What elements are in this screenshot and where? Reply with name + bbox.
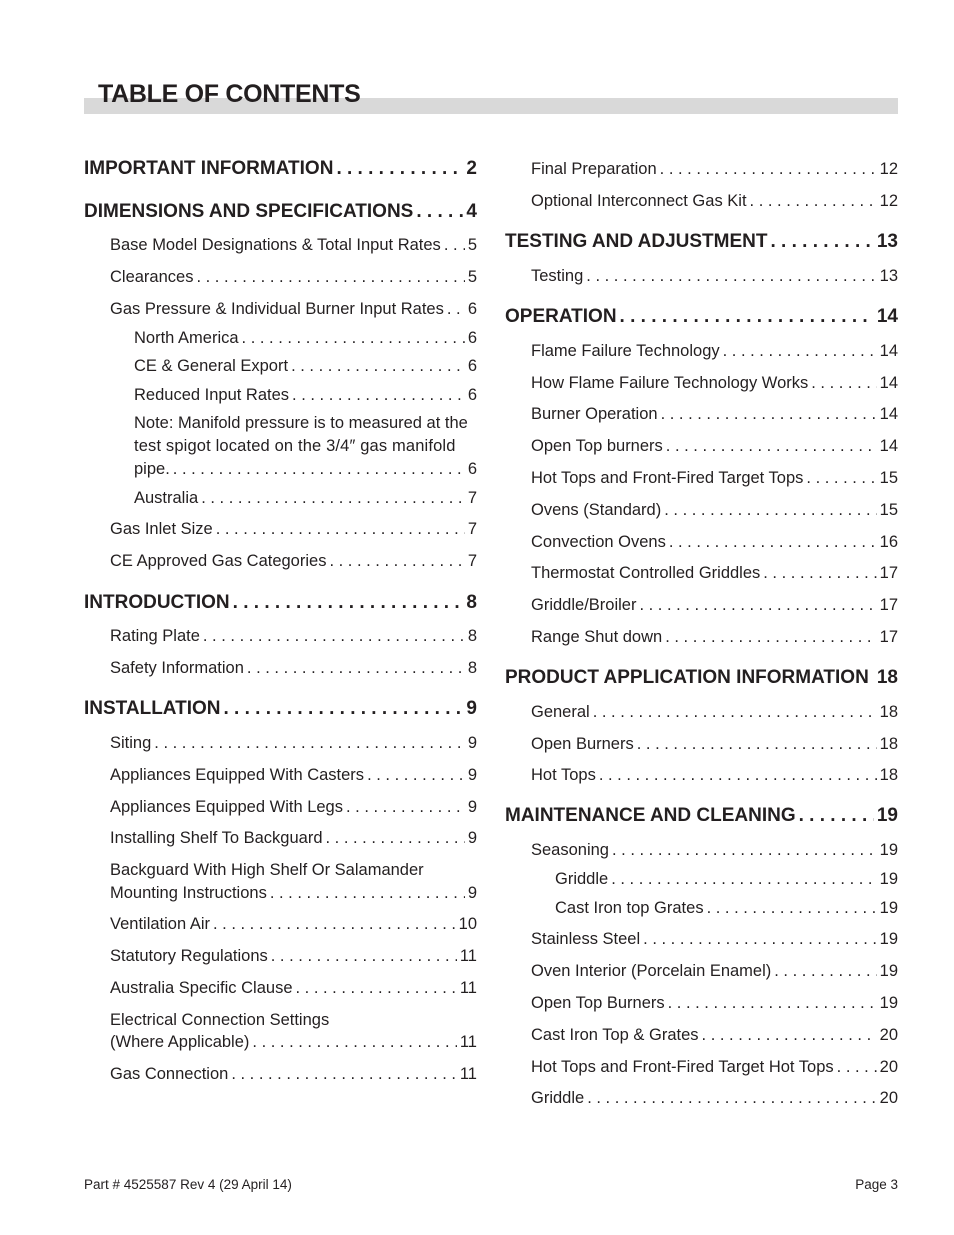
toc-leader bbox=[224, 698, 464, 720]
toc-entry-product-application[interactable] bbox=[505, 667, 898, 689]
toc-entry-title: Reduced Input Rates bbox=[134, 386, 290, 404]
toc-entry-page: 11 bbox=[459, 1065, 477, 1083]
toc-note-line-1: Note: Manifold pressure is to measured at the bbox=[134, 414, 468, 432]
toc-leader bbox=[637, 735, 877, 754]
toc-leader bbox=[664, 501, 876, 520]
toc-entry-stainless-steel[interactable] bbox=[531, 930, 898, 949]
toc-entry-page: 19 bbox=[879, 870, 898, 888]
toc-entry-oven-interior[interactable] bbox=[531, 962, 898, 981]
toc-entry-title: Hot Tops and Front-Fired Target Hot Tops bbox=[531, 1058, 834, 1076]
toc-entry-title: DIMENSIONS AND SPECIFICATIONS bbox=[84, 201, 414, 222]
toc-leader bbox=[593, 703, 877, 722]
toc-entry-page: 16 bbox=[879, 533, 898, 551]
toc-leader bbox=[247, 659, 465, 678]
page-title: TABLE OF CONTENTS bbox=[98, 80, 361, 108]
toc-entry-title: Statutory Regulations bbox=[110, 947, 268, 965]
toc-entry-page: 9 bbox=[466, 698, 477, 719]
toc-leader bbox=[806, 469, 876, 488]
toc-entry-title: Mounting Instructions bbox=[110, 884, 267, 902]
toc-entry-title: Cast Iron Top & Grates bbox=[531, 1026, 699, 1044]
toc-leader bbox=[252, 1033, 456, 1052]
toc-entry-title: North America bbox=[134, 329, 239, 347]
toc-entry-title: Thermostat Controlled Griddles bbox=[531, 564, 761, 582]
toc-entry-title: Gas Pressure & Individual Burner Input Rates bbox=[110, 300, 444, 318]
toc-entry-siting[interactable] bbox=[110, 734, 477, 753]
toc-entry-testing-adjustment[interactable] bbox=[505, 231, 898, 253]
toc-entry-page: 14 bbox=[879, 374, 898, 392]
toc-entry-range-shut-down[interactable] bbox=[531, 628, 898, 647]
toc-entry-page: 10 bbox=[458, 915, 477, 933]
toc-entry-electrical[interactable] bbox=[110, 1033, 477, 1052]
toc-entry-griddle-seasoning[interactable] bbox=[555, 870, 898, 889]
toc-leader bbox=[665, 628, 876, 647]
toc-entry-reduced-input[interactable] bbox=[134, 386, 477, 405]
toc-entry-title: INSTALLATION bbox=[84, 698, 221, 719]
toc-entry-page: 12 bbox=[879, 160, 898, 178]
toc-entry-flame-failure[interactable] bbox=[531, 342, 898, 361]
toc-entry-title: Rating Plate bbox=[110, 627, 200, 645]
toc-leader bbox=[639, 596, 876, 615]
toc-entry-title: Australia bbox=[134, 489, 199, 507]
toc-entry-title: Stainless Steel bbox=[531, 930, 641, 948]
toc-entry-title: (Where Applicable) bbox=[110, 1033, 250, 1051]
toc-leader bbox=[837, 1058, 877, 1077]
toc-leader bbox=[291, 357, 465, 376]
toc-leader bbox=[213, 915, 456, 934]
toc-leader bbox=[586, 267, 876, 286]
toc-entry-page: 11 bbox=[459, 1033, 477, 1051]
toc-entry-page: 7 bbox=[467, 489, 477, 507]
toc-entry-title: Gas Inlet Size bbox=[110, 520, 213, 538]
toc-entry-page: 20 bbox=[879, 1058, 898, 1076]
toc-leader bbox=[216, 520, 465, 539]
toc-leader bbox=[326, 829, 465, 848]
toc-entry-page: 8 bbox=[467, 627, 477, 645]
toc-entry-page: 18 bbox=[879, 766, 898, 784]
toc-entry-final-preparation[interactable] bbox=[531, 160, 898, 179]
toc-entry-installation[interactable] bbox=[84, 698, 477, 720]
toc-leader bbox=[270, 884, 465, 903]
toc-entry-burner-operation[interactable] bbox=[531, 405, 898, 424]
toc-entry-open-top-burners-op[interactable] bbox=[531, 437, 898, 456]
toc-entry-title: PRODUCT APPLICATION INFORMATION bbox=[505, 667, 869, 688]
toc-leader bbox=[707, 899, 877, 918]
toc-entry-page: 20 bbox=[879, 1089, 898, 1107]
toc-leader bbox=[668, 994, 877, 1013]
toc-entry-title: Final Preparation bbox=[531, 160, 657, 178]
toc-entry-page: 6 bbox=[467, 386, 477, 404]
toc-entry-page: 6 bbox=[467, 357, 477, 375]
toc-entry-page: 18 bbox=[879, 703, 898, 721]
toc-entry-page: 17 bbox=[879, 596, 898, 614]
toc-entry-title: Clearances bbox=[110, 268, 194, 286]
toc-leader bbox=[447, 300, 465, 319]
toc-leader bbox=[367, 766, 465, 785]
toc-entry-hot-tops-target[interactable] bbox=[531, 469, 898, 488]
toc-entry-title: Hot Tops and Front-Fired Target Tops bbox=[531, 469, 804, 487]
toc-leader bbox=[750, 192, 877, 211]
toc-entry-shelf[interactable] bbox=[110, 829, 477, 848]
toc-entry-ventilation[interactable] bbox=[110, 915, 477, 934]
toc-entry-cast-iron-top[interactable] bbox=[531, 1026, 898, 1045]
toc-entry-title: TESTING AND ADJUSTMENT bbox=[505, 231, 768, 252]
toc-entry-title: Griddle bbox=[555, 870, 609, 888]
toc-entry-title: Ventilation Air bbox=[110, 915, 210, 933]
toc-entry-page: 17 bbox=[879, 564, 898, 582]
toc-leader bbox=[620, 306, 874, 328]
toc-entry-title: General bbox=[531, 703, 590, 721]
toc-entry-page: 19 bbox=[879, 994, 898, 1012]
toc-entry-title: Siting bbox=[110, 734, 152, 752]
toc-entry-page: 17 bbox=[879, 628, 898, 646]
toc-entry-page: 2 bbox=[466, 158, 477, 179]
toc-leader bbox=[643, 930, 876, 949]
toc-entry-title: Ovens (Standard) bbox=[531, 501, 662, 519]
toc-leader bbox=[799, 805, 874, 827]
toc-entry-thermostat-griddles[interactable] bbox=[531, 564, 898, 583]
toc-entry-hot-tops-target-hot-tops[interactable] bbox=[531, 1058, 898, 1077]
toc-leader bbox=[723, 342, 877, 361]
toc-leader bbox=[661, 405, 877, 424]
toc-entry-page: 7 bbox=[467, 520, 477, 538]
toc-entry-title: CE Approved Gas Categories bbox=[110, 552, 327, 570]
toc-entry-australia-clause[interactable] bbox=[110, 979, 477, 998]
toc-entry-gas-connection[interactable] bbox=[110, 1065, 477, 1084]
toc-leader bbox=[416, 201, 463, 223]
toc-leader bbox=[231, 1065, 457, 1084]
toc-entry-page: 7 bbox=[467, 552, 477, 570]
toc-entry-page: 6 bbox=[467, 460, 477, 478]
toc-entry-griddle-maintenance[interactable] bbox=[531, 1089, 898, 1108]
toc-leader bbox=[271, 947, 457, 966]
toc-entry-casters[interactable] bbox=[110, 766, 477, 785]
toc-entry-maintenance[interactable] bbox=[505, 805, 898, 827]
toc-entry-gas-inlet[interactable] bbox=[110, 520, 477, 539]
toc-entry-title: Hot Tops bbox=[531, 766, 596, 784]
toc-leader bbox=[346, 798, 465, 817]
toc-entry-page: 14 bbox=[879, 342, 898, 360]
toc-entry-introduction[interactable] bbox=[84, 592, 477, 614]
toc-leader bbox=[233, 592, 464, 614]
toc-entry-page: 15 bbox=[879, 469, 898, 487]
toc-leader bbox=[599, 766, 877, 785]
toc-entry-title: Open Top burners bbox=[531, 437, 663, 455]
toc-entry-base-model[interactable] bbox=[110, 236, 477, 255]
toc-leader bbox=[612, 841, 877, 860]
toc-entry-page: 19 bbox=[879, 962, 898, 980]
toc-entry-page: 13 bbox=[879, 267, 898, 285]
toc-entry-seasoning[interactable] bbox=[531, 841, 898, 860]
toc-entry-gas-pressure[interactable] bbox=[110, 300, 477, 319]
toc-entry-cast-iron-top-grates[interactable] bbox=[555, 899, 898, 918]
toc-backguard-line-1: Backguard With High Shelf Or Salamander bbox=[110, 861, 424, 879]
toc-entry-legs[interactable] bbox=[110, 798, 477, 817]
toc-entry-title: Griddle bbox=[531, 1089, 585, 1107]
footer-page-number: Page 3 bbox=[855, 1177, 898, 1192]
toc-leader bbox=[329, 552, 464, 571]
toc-leader bbox=[660, 160, 877, 179]
toc-leader bbox=[173, 460, 465, 479]
toc-leader bbox=[154, 734, 465, 753]
toc-entry-dimensions[interactable] bbox=[84, 201, 477, 223]
toc-entry-title: Griddle/Broiler bbox=[531, 596, 637, 614]
toc-entry-title: Burner Operation bbox=[531, 405, 658, 423]
toc-entry-ovens-standard[interactable] bbox=[531, 501, 898, 520]
toc-entry-page: 11 bbox=[459, 979, 477, 997]
toc-entry-australia[interactable] bbox=[134, 489, 477, 508]
toc-entry-title: Oven Interior (Porcelain Enamel) bbox=[531, 962, 772, 980]
toc-entry-title: Base Model Designations & Total Input Rates bbox=[110, 236, 441, 254]
toc-entry-griddle-broiler[interactable] bbox=[531, 596, 898, 615]
toc-entry-safety[interactable] bbox=[110, 659, 477, 678]
toc-entry-open-top-burners[interactable] bbox=[531, 994, 898, 1013]
toc-entry-page: 14 bbox=[879, 437, 898, 455]
toc-entry-page: 5 bbox=[467, 268, 477, 286]
toc-entry-page: 8 bbox=[467, 659, 477, 677]
toc-entry-title: Flame Failure Technology bbox=[531, 342, 720, 360]
toc-entry-operation[interactable] bbox=[505, 306, 898, 328]
toc-leader bbox=[587, 1089, 876, 1108]
toc-leader bbox=[666, 437, 877, 456]
toc-entry-note-pipe[interactable] bbox=[134, 460, 477, 479]
toc-entry-title: IMPORTANT INFORMATION bbox=[84, 158, 334, 179]
toc-entry-page: 19 bbox=[879, 899, 898, 917]
toc-leader bbox=[770, 231, 873, 253]
toc-entry-page: 6 bbox=[467, 300, 477, 318]
toc-entry-page: 19 bbox=[879, 930, 898, 948]
toc-leader bbox=[811, 374, 876, 393]
toc-entry-page: 9 bbox=[467, 734, 477, 752]
toc-entry-ce-general-export[interactable] bbox=[134, 357, 477, 376]
toc-entry-page: 4 bbox=[466, 201, 477, 222]
toc-leader bbox=[611, 870, 876, 889]
toc-leader bbox=[201, 489, 465, 508]
toc-entry-page: 18 bbox=[879, 735, 898, 753]
toc-entry-title: Safety Information bbox=[110, 659, 244, 677]
toc-entry-convection-ovens[interactable] bbox=[531, 533, 898, 552]
toc-leader bbox=[203, 627, 465, 646]
toc-entry-page: 9 bbox=[467, 829, 477, 847]
toc-entry-page: 11 bbox=[459, 947, 477, 965]
toc-entry-ce-approved[interactable] bbox=[110, 552, 477, 571]
toc-entry-optional-gas-kit[interactable] bbox=[531, 192, 898, 211]
toc-entry-title: CE & General Export bbox=[134, 357, 289, 375]
toc-entry-page: 6 bbox=[467, 329, 477, 347]
toc-entry-north-america[interactable] bbox=[134, 329, 477, 348]
toc-entry-title: OPERATION bbox=[505, 306, 617, 327]
toc-entry-title: Convection Ovens bbox=[531, 533, 666, 551]
toc-entry-title: Seasoning bbox=[531, 841, 609, 859]
toc-entry-page: 5 bbox=[467, 236, 477, 254]
toc-electrical-line-1: Electrical Connection Settings bbox=[110, 1011, 330, 1029]
toc-entry-backguard[interactable] bbox=[110, 884, 477, 903]
toc-entry-title: Installing Shelf To Backguard bbox=[110, 829, 323, 847]
toc-entry-page: 19 bbox=[879, 841, 898, 859]
toc-entry-title: MAINTENANCE AND CLEANING bbox=[505, 805, 796, 826]
toc-entry-statutory[interactable] bbox=[110, 947, 477, 966]
toc-entry-page: 15 bbox=[879, 501, 898, 519]
toc-entry-page: 12 bbox=[879, 192, 898, 210]
toc-entry-title: Range Shut down bbox=[531, 628, 663, 646]
toc-leader bbox=[336, 158, 463, 180]
toc-leader bbox=[196, 268, 464, 287]
toc-entry-page: 18 bbox=[876, 667, 898, 688]
toc-entry-title: Appliances Equipped With Casters bbox=[110, 766, 365, 784]
toc-leader bbox=[702, 1026, 877, 1045]
toc-entry-page: 9 bbox=[467, 766, 477, 784]
toc-entry-title: Cast Iron top Grates bbox=[555, 899, 704, 917]
toc-entry-title: Gas Connection bbox=[110, 1065, 229, 1083]
toc-entry-page: 8 bbox=[466, 592, 477, 613]
toc-leader bbox=[296, 979, 457, 998]
toc-entry-testing[interactable] bbox=[531, 267, 898, 286]
toc-entry-title: pipe. bbox=[134, 460, 170, 478]
toc-entry-title: Optional Interconnect Gas Kit bbox=[531, 192, 747, 210]
toc-entry-how-flame-failure[interactable] bbox=[531, 374, 898, 393]
toc-entry-important-information[interactable] bbox=[84, 158, 477, 180]
toc-entry-rating-plate[interactable] bbox=[110, 627, 477, 646]
toc-entry-title: INTRODUCTION bbox=[84, 592, 230, 613]
toc-entry-title: Australia Specific Clause bbox=[110, 979, 293, 997]
toc-leader bbox=[774, 962, 876, 981]
toc-entry-general[interactable] bbox=[531, 703, 898, 722]
toc-entry-page: 19 bbox=[876, 805, 898, 826]
footer-part-number: Part # 4525587 Rev 4 (29 April 14) bbox=[84, 1177, 292, 1192]
toc-entry-page: 14 bbox=[876, 306, 898, 327]
toc-leader bbox=[669, 533, 877, 552]
toc-entry-page: 9 bbox=[467, 798, 477, 816]
toc-leader bbox=[292, 386, 465, 405]
toc-entry-page: 13 bbox=[876, 231, 898, 252]
toc-entry-open-burners[interactable] bbox=[531, 735, 898, 754]
toc-entry-title: Appliances Equipped With Legs bbox=[110, 798, 343, 816]
toc-entry-title: How Flame Failure Technology Works bbox=[531, 374, 809, 392]
toc-leader bbox=[242, 329, 465, 348]
toc-note-line-2: test spigot located on the 3/4″ gas manifold bbox=[134, 437, 456, 455]
toc-entry-page: 9 bbox=[467, 884, 477, 902]
toc-entry-title: Open Top Burners bbox=[531, 994, 665, 1012]
toc-entry-hot-tops[interactable] bbox=[531, 766, 898, 785]
toc-entry-clearances[interactable] bbox=[110, 268, 477, 287]
toc-leader bbox=[763, 564, 876, 583]
toc-entry-title: Open Burners bbox=[531, 735, 634, 753]
toc-entry-page: 20 bbox=[879, 1026, 898, 1044]
toc-leader bbox=[444, 236, 465, 255]
toc-entry-page: 14 bbox=[879, 405, 898, 423]
toc-entry-title: Testing bbox=[531, 267, 584, 285]
